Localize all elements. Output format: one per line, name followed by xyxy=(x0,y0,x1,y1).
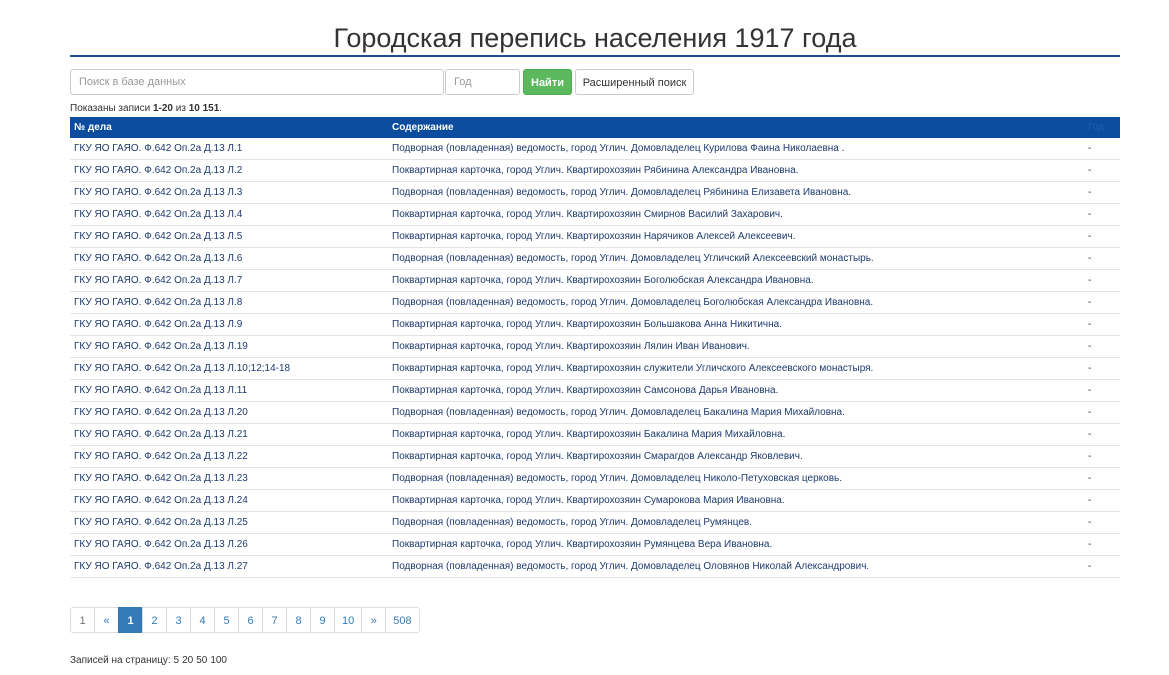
year-cell: - xyxy=(1084,380,1120,402)
table-row[interactable] xyxy=(70,160,1120,182)
find-button[interactable]: Найти xyxy=(523,69,572,95)
year-cell: - xyxy=(1084,314,1120,336)
table-row[interactable] xyxy=(70,314,1120,336)
records-prefix: Показаны записи xyxy=(70,103,153,114)
table-header-row xyxy=(70,117,1120,138)
column-header-content[interactable]: Содержание xyxy=(388,117,1084,138)
case-cell[interactable]: ГКУ ЯО ГАЯО. Ф.642 Оп.2а Д.13 Л.10;12;14-18 xyxy=(70,358,388,380)
search-input[interactable]: Поиск в базе данных xyxy=(70,69,444,95)
year-cell: - xyxy=(1084,402,1120,424)
page-link[interactable]: 6 xyxy=(238,607,263,633)
page-link[interactable]: 2 xyxy=(142,607,167,633)
table-body xyxy=(70,138,1120,578)
content-cell[interactable]: Подворная (повладенная) ведомость, город Углич. Домовладелец Румянцев. xyxy=(388,512,1084,534)
year-cell: - xyxy=(1084,138,1120,160)
per-page-label: Записей на страницу: xyxy=(70,655,174,666)
table-row[interactable] xyxy=(70,292,1120,314)
year-cell: - xyxy=(1084,358,1120,380)
page-link[interactable]: 8 xyxy=(286,607,311,633)
table-row[interactable] xyxy=(70,512,1120,534)
year-cell: - xyxy=(1084,182,1120,204)
case-cell[interactable]: ГКУ ЯО ГАЯО. Ф.642 Оп.2а Д.13 Л.8 xyxy=(70,292,388,314)
per-page-option[interactable]: 20 xyxy=(182,655,194,666)
case-cell[interactable]: ГКУ ЯО ГАЯО. Ф.642 Оп.2а Д.13 Л.19 xyxy=(70,336,388,358)
case-cell[interactable]: ГКУ ЯО ГАЯО. Ф.642 Оп.2а Д.13 Л.5 xyxy=(70,226,388,248)
case-cell[interactable]: ГКУ ЯО ГАЯО. Ф.642 Оп.2а Д.13 Л.27 xyxy=(70,556,388,578)
content-cell[interactable]: Поквартирная карточка, город Углич. Квартирохозяин Боголюбская Александра Ивановна. xyxy=(388,270,1084,292)
per-page-selector xyxy=(70,655,230,666)
records-range: 1-20 xyxy=(152,103,173,114)
content-cell[interactable]: Поквартирная карточка, город Углич. Квартирохозяин Нарячиков Алексей Алексеевич. xyxy=(388,226,1084,248)
page-title: Городская перепись населения 1917 года xyxy=(333,23,857,53)
table-row[interactable] xyxy=(70,468,1120,490)
page-link[interactable]: 508 xyxy=(385,607,419,633)
content-cell[interactable]: Подворная (повладенная) ведомость, город Углич. Домовладелец Курилова Фаина Николаевна . xyxy=(388,138,1084,160)
table-row[interactable] xyxy=(70,270,1120,292)
year-cell: - xyxy=(1084,468,1120,490)
content-cell[interactable]: Поквартирная карточка, город Углич. Квартирохозяин Смарагдов Александр Яковлевич. xyxy=(388,446,1084,468)
content-cell[interactable]: Подворная (повладенная) ведомость, город Углич. Домовладелец Оловянов Николай Александрович. xyxy=(388,556,1084,578)
case-cell[interactable]: ГКУ ЯО ГАЯО. Ф.642 Оп.2а Д.13 Л.9 xyxy=(70,314,388,336)
page-link[interactable]: 7 xyxy=(262,607,287,633)
table-row[interactable] xyxy=(70,138,1120,160)
table-row[interactable] xyxy=(70,556,1120,578)
column-header-case[interactable]: № дела xyxy=(70,117,388,138)
records-table xyxy=(70,117,1120,578)
year-cell: - xyxy=(1084,270,1120,292)
content-cell[interactable]: Поквартирная карточка, город Углич. Квартирохозяин Рябинина Александра Ивановна. xyxy=(388,160,1084,182)
records-suffix: . xyxy=(219,103,223,114)
table-row[interactable] xyxy=(70,534,1120,556)
content-cell[interactable]: Подворная (повладенная) ведомость, город Углич. Домовладелец Боголюбская Александра Ивановна. xyxy=(388,292,1084,314)
year-cell: - xyxy=(1084,512,1120,534)
case-cell[interactable]: ГКУ ЯО ГАЯО. Ф.642 Оп.2а Д.13 Л.21 xyxy=(70,424,388,446)
case-cell[interactable]: ГКУ ЯО ГАЯО. Ф.642 Оп.2а Д.13 Л.23 xyxy=(70,468,388,490)
year-cell: - xyxy=(1084,556,1120,578)
case-cell[interactable]: ГКУ ЯО ГАЯО. Ф.642 Оп.2а Д.13 Л.6 xyxy=(70,248,388,270)
content-cell[interactable]: Поквартирная карточка, город Углич. Квартирохозяин Сумарокова Мария Ивановна. xyxy=(388,490,1084,512)
table-row[interactable] xyxy=(70,424,1120,446)
case-cell[interactable]: ГКУ ЯО ГАЯО. Ф.642 Оп.2а Д.13 Л.2 xyxy=(70,160,388,182)
content-cell[interactable]: Поквартирная карточка, город Углич. Квартирохозяин служители Угличского Алексеевского монастыря. xyxy=(388,358,1084,380)
content-cell[interactable]: Подворная (повладенная) ведомость, город Углич. Домовладелец Угличский Алексеевский монастырь. xyxy=(388,248,1084,270)
content-cell[interactable]: Поквартирная карточка, город Углич. Квартирохозяин Румянцева Вера Ивановна. xyxy=(388,534,1084,556)
table-row[interactable] xyxy=(70,204,1120,226)
page-link[interactable]: 5 xyxy=(214,607,239,633)
content-cell[interactable]: Подворная (повладенная) ведомость, город Углич. Домовладелец Рябинина Елизавета Ивановна. xyxy=(388,182,1084,204)
prev-page-link[interactable]: « xyxy=(94,607,119,633)
column-header-year[interactable]: Год xyxy=(1084,117,1120,138)
content-cell[interactable]: Поквартирная карточка, город Углич. Квартирохозяин Смирнов Василий Захарович. xyxy=(388,204,1084,226)
year-cell: - xyxy=(1084,490,1120,512)
per-page-option[interactable]: 50 xyxy=(196,655,208,666)
table-row[interactable] xyxy=(70,336,1120,358)
next-page-link[interactable]: » xyxy=(361,607,386,633)
pagination xyxy=(70,607,420,633)
case-cell[interactable]: ГКУ ЯО ГАЯО. Ф.642 Оп.2а Д.13 Л.26 xyxy=(70,534,388,556)
year-cell: - xyxy=(1084,226,1120,248)
table-row[interactable] xyxy=(70,248,1120,270)
case-cell[interactable]: ГКУ ЯО ГАЯО. Ф.642 Оп.2а Д.13 Л.1 xyxy=(70,138,388,160)
year-cell: - xyxy=(1084,248,1120,270)
current-page[interactable]: 1 xyxy=(118,607,143,633)
case-cell[interactable]: ГКУ ЯО ГАЯО. Ф.642 Оп.2а Д.13 Л.24 xyxy=(70,490,388,512)
title-divider xyxy=(70,55,1120,57)
case-cell[interactable]: ГКУ ЯО ГАЯО. Ф.642 Оп.2а Д.13 Л.20 xyxy=(70,402,388,424)
year-cell: - xyxy=(1084,292,1120,314)
table-row[interactable] xyxy=(70,446,1120,468)
content-cell[interactable]: Поквартирная карточка, город Углич. Квартирохозяин Самсонова Дарья Ивановна. xyxy=(388,380,1084,402)
content-cell[interactable]: Поквартирная карточка, город Углич. Квартирохозяин Лялин Иван Иванович. xyxy=(388,336,1084,358)
per-page-option[interactable]: 5 xyxy=(173,655,180,666)
table-row[interactable] xyxy=(70,182,1120,204)
records-total: 10 151 xyxy=(188,103,220,114)
table-row[interactable] xyxy=(70,402,1120,424)
page-link[interactable]: 4 xyxy=(190,607,215,633)
year-cell: - xyxy=(1084,204,1120,226)
page-link[interactable]: 1 xyxy=(70,607,95,633)
year-cell: - xyxy=(1084,160,1120,182)
year-cell: - xyxy=(1084,534,1120,556)
case-cell[interactable]: ГКУ ЯО ГАЯО. Ф.642 Оп.2а Д.13 Л.25 xyxy=(70,512,388,534)
table-row[interactable] xyxy=(70,380,1120,402)
page-link[interactable]: 9 xyxy=(310,607,335,633)
table-row[interactable] xyxy=(70,358,1120,380)
case-cell[interactable]: ГКУ ЯО ГАЯО. Ф.642 Оп.2а Д.13 Л.7 xyxy=(70,270,388,292)
case-cell[interactable]: ГКУ ЯО ГАЯО. Ф.642 Оп.2а Д.13 Л.3 xyxy=(70,182,388,204)
page-link[interactable]: 3 xyxy=(166,607,191,633)
case-cell[interactable]: ГКУ ЯО ГАЯО. Ф.642 Оп.2а Д.13 Л.4 xyxy=(70,204,388,226)
content-cell[interactable]: Поквартирная карточка, город Углич. Квартирохозяин Бакалина Мария Михайловна. xyxy=(388,424,1084,446)
case-cell[interactable]: ГКУ ЯО ГАЯО. Ф.642 Оп.2а Д.13 Л.22 xyxy=(70,446,388,468)
page-link[interactable]: 10 xyxy=(334,607,362,633)
year-input[interactable]: Год xyxy=(445,69,520,95)
case-cell[interactable]: ГКУ ЯО ГАЯО. Ф.642 Оп.2а Д.13 Л.11 xyxy=(70,380,388,402)
year-cell: - xyxy=(1084,336,1120,358)
table-row[interactable] xyxy=(70,226,1120,248)
advanced-search-button[interactable]: Расширенный поиск xyxy=(575,69,694,95)
content-cell[interactable]: Поквартирная карточка, город Углич. Квартирохозяин Большакова Анна Никитична. xyxy=(388,314,1084,336)
per-page-option[interactable]: 100 xyxy=(210,655,227,666)
year-cell: - xyxy=(1084,446,1120,468)
content-cell[interactable]: Подворная (повладенная) ведомость, город Углич. Домовладелец Бакалина Мария Михайловна. xyxy=(388,402,1084,424)
year-cell: - xyxy=(1084,424,1120,446)
table-row[interactable] xyxy=(70,490,1120,512)
content-cell[interactable]: Подворная (повладенная) ведомость, город Углич. Домовладелец Николо-Петуховская церковь. xyxy=(388,468,1084,490)
records-shown-info xyxy=(70,103,222,114)
records-middle: из xyxy=(172,103,189,114)
